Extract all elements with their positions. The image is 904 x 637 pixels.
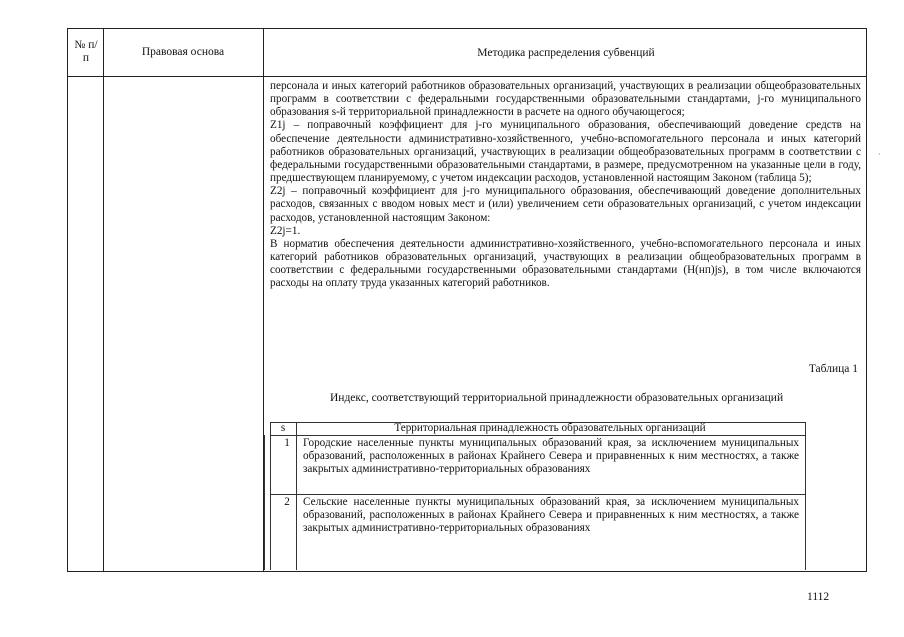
table-header-territory: Территориальная принадлежность образовательных организаций	[394, 422, 706, 434]
table-title: Индекс, соответствующий территориальной принадлежности образовательных организаций	[330, 392, 784, 404]
table-row-index: 1	[284, 437, 290, 449]
column-divider	[103, 29, 104, 571]
table-border	[270, 494, 806, 495]
method-text	[270, 80, 861, 291]
table-header-s: s	[280, 422, 286, 434]
table-border	[270, 435, 806, 436]
header-divider	[68, 76, 866, 77]
table-border	[296, 422, 297, 570]
paragraph: Z2j=1.	[270, 224, 301, 237]
table-row-text: Городские населенные пункты муниципальных образований края, за исключением муниципальных образований, расположенных в районах Крайнего Севера и приравненных к ним местностях, а также закрытых административно-территориальных образованиях	[303, 437, 799, 476]
header-col-basis: Правовая основа	[141, 46, 225, 58]
table-border	[805, 422, 806, 570]
scan-mark: ·	[878, 150, 881, 159]
main-table	[67, 28, 867, 572]
header-col-method: Методика распределения субвенций	[477, 47, 655, 59]
table-border	[270, 422, 271, 570]
table-border	[264, 435, 265, 570]
page-number: 1112	[807, 591, 830, 603]
table-label: Таблица 1	[808, 363, 858, 375]
index-table	[270, 422, 806, 570]
table-row-index: 2	[284, 496, 290, 508]
table-row-text: Сельские населенные пункты муниципальных образований края, за исключением муниципальных образований, расположенных в районах Крайнего Севера и приравненных к ним местностях, а также закрытых административно-территориальных образованиях	[303, 496, 799, 535]
paragraph: В норматив обеспечения деятельности административно-хозяйственного, учебно-вспомогательного персонала и иных категорий работников образовательных организаций, участвующих в реализации общеобразовательных программ в соответствии с федеральными государственными образовательными стандартами (Н(нп)js), в том числе включаются расходы на оплату труда указанных категорий работников.	[270, 237, 861, 290]
header-col-number: № п/п	[74, 39, 98, 64]
paragraph: Z1j – поправочный коэффициент для j-го муниципального образования, обеспечивающий доведение средств на обеспечение деятельности административно-хозяйственного, учебно-вспомогательного персонала и иных категорий работников образовательных организаций, участвующих в реализации общеобразовательных программ в соответствии с федеральными государственными образовательными стандартами, в размере, предусмотренном на указанные цели в году, предшествующем планируемому, с учетом индексации расходов, установленной настоящим Законом (таблица 5);	[270, 119, 861, 185]
paragraph: персонала и иных категорий работников образовательных организаций, участвующих в реализации общеобразовательных программ в соответствии с федеральными государственными образовательными стандартами, j-го муниципального образования s-й территориальной принадлежности в расчете на одного обучающегося;	[270, 80, 861, 119]
paragraph: Z2j – поправочный коэффициент для j-го муниципального образования, обеспечивающий доведение дополнительных расходов, связанных с вводом новых мест и (или) увеличением сети образовательных организаций, с учетом индексации расходов, установленной настоящим Законом:	[270, 185, 861, 224]
